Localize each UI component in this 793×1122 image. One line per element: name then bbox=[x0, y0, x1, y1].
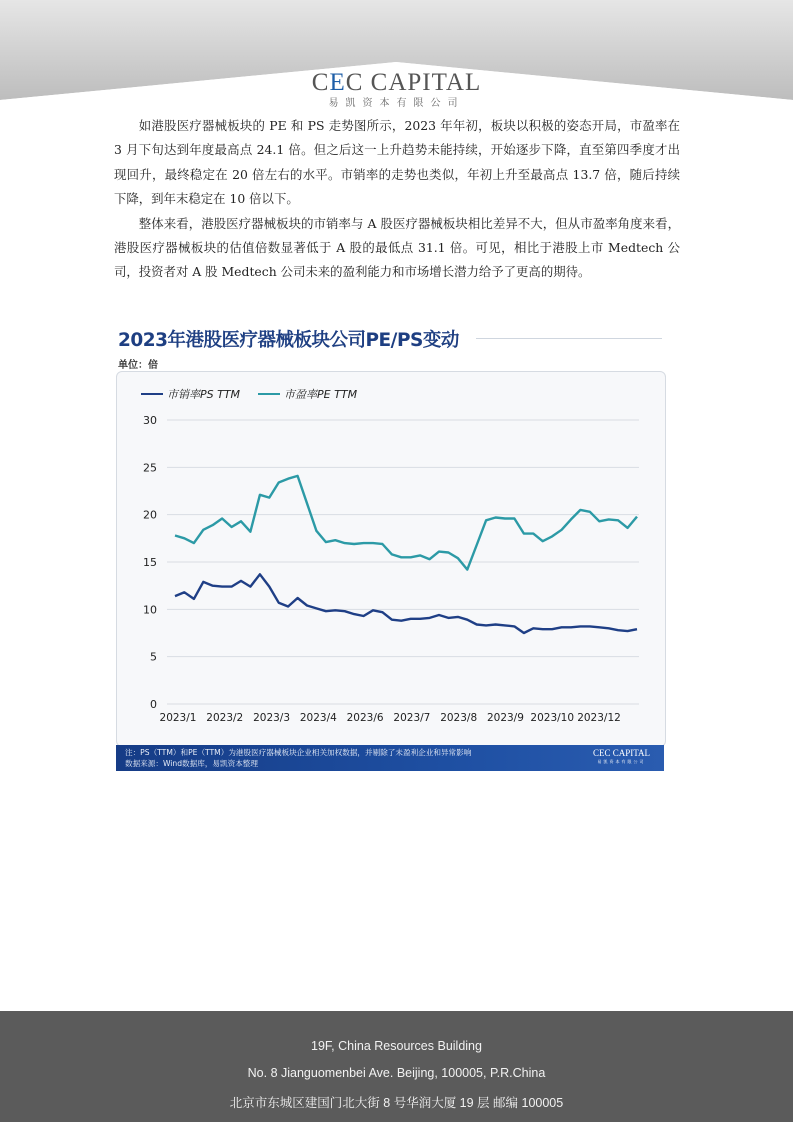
x-tick-label: 2023/9 bbox=[486, 712, 524, 724]
series-line-pe bbox=[175, 476, 637, 570]
chart-note-bar bbox=[116, 745, 664, 771]
y-tick-label: 15 bbox=[143, 556, 157, 569]
footer-address-line-3: 北京市东城区建国门北大街 8 号华润大厦 19 层 邮编 100005 bbox=[229, 1096, 564, 1110]
y-tick-label: 25 bbox=[143, 461, 157, 475]
note-logo bbox=[593, 749, 650, 765]
legend-label-pe: 市盈率PE TTM bbox=[284, 388, 358, 401]
x-tick-label: 2023/12 bbox=[577, 712, 621, 724]
paragraph: 整体来看，港股医疗器械板块的市销率与 A 股医疗器械板块相比差异不大，但从市盈率角度来看，港股医疗器械板块的估值倍数显著低于 A 股的最低点 31.1 倍。可见，相比于港股上市 Medtech 公司，投资者对 A 股 Medtech 公司未来的盈利能力和市场增长潜力给予了更高的期待。 bbox=[114, 215, 680, 280]
series-line-ps bbox=[175, 574, 637, 633]
body-text bbox=[114, 114, 680, 285]
x-tick-label: 2023/8 bbox=[440, 712, 478, 724]
footer-address-line-1: 19F, China Resources Building bbox=[311, 1039, 482, 1053]
x-tick-label: 2023/6 bbox=[346, 712, 384, 724]
x-tick-label: 2023/4 bbox=[299, 712, 337, 724]
logo-text: CEC CAPITAL bbox=[311, 69, 482, 96]
y-tick-label: 10 bbox=[143, 603, 157, 617]
note-logo-subtitle: 易凯资本有限公司 bbox=[597, 759, 646, 764]
footer-address-line-2: No. 8 Jianguomenbei Ave. Beijing, 100005, P.R.China bbox=[247, 1066, 546, 1080]
title-rule bbox=[476, 338, 662, 339]
chart-panel bbox=[116, 371, 666, 747]
y-tick-label: 20 bbox=[143, 508, 157, 522]
legend-label-ps: 市销率PS TTM bbox=[167, 388, 241, 401]
paragraph: 如港股医疗器械板块的 PE 和 PS 走势图所示，2023 年年初，板块以积极的姿态开局，市盈率在 3 月下旬达到年度最高点 24.1 倍。但之后这一上升趋势未能持续，开始逐步下降，直至第四季度才出现回升，最终稳定在 20 倍左右的水平。市销率的走势也类似，年初上升至最高点 13.7 倍，随后持续下降，到年末稳定在 10 倍以下。 bbox=[114, 118, 680, 207]
x-tick-label: 2023/10 bbox=[530, 712, 575, 724]
chart-figure bbox=[114, 313, 666, 771]
line-chart bbox=[117, 372, 665, 746]
x-tick-label: 2023/7 bbox=[393, 712, 431, 724]
chart-source: 数据来源：Wind数据库，易凯资本整理 bbox=[125, 759, 258, 768]
chart-note: 注：PS（TTM）和PE（TTM）为港股医疗器械板块企业相关加权数据，并剔除了未盈利企业和异常影响 bbox=[125, 748, 472, 757]
note-logo-text: CEC CAPITAL bbox=[592, 748, 650, 758]
y-tick-label: 0 bbox=[150, 698, 157, 711]
x-tick-label: 2023/1 bbox=[159, 712, 197, 724]
y-tick-label: 5 bbox=[150, 650, 157, 664]
logo-subtitle: 易凯资本有限公司 bbox=[328, 98, 465, 109]
chart-title: 2023年港股医疗器械板块公司PE/PS变动 bbox=[118, 330, 459, 351]
x-tick-label: 2023/3 bbox=[253, 712, 291, 724]
chart-unit: 单位：倍 bbox=[118, 360, 158, 371]
page-footer bbox=[0, 1011, 793, 1122]
x-tick-label: 2023/2 bbox=[206, 712, 244, 724]
y-tick-label: 30 bbox=[143, 414, 157, 427]
company-logo bbox=[0, 70, 793, 111]
